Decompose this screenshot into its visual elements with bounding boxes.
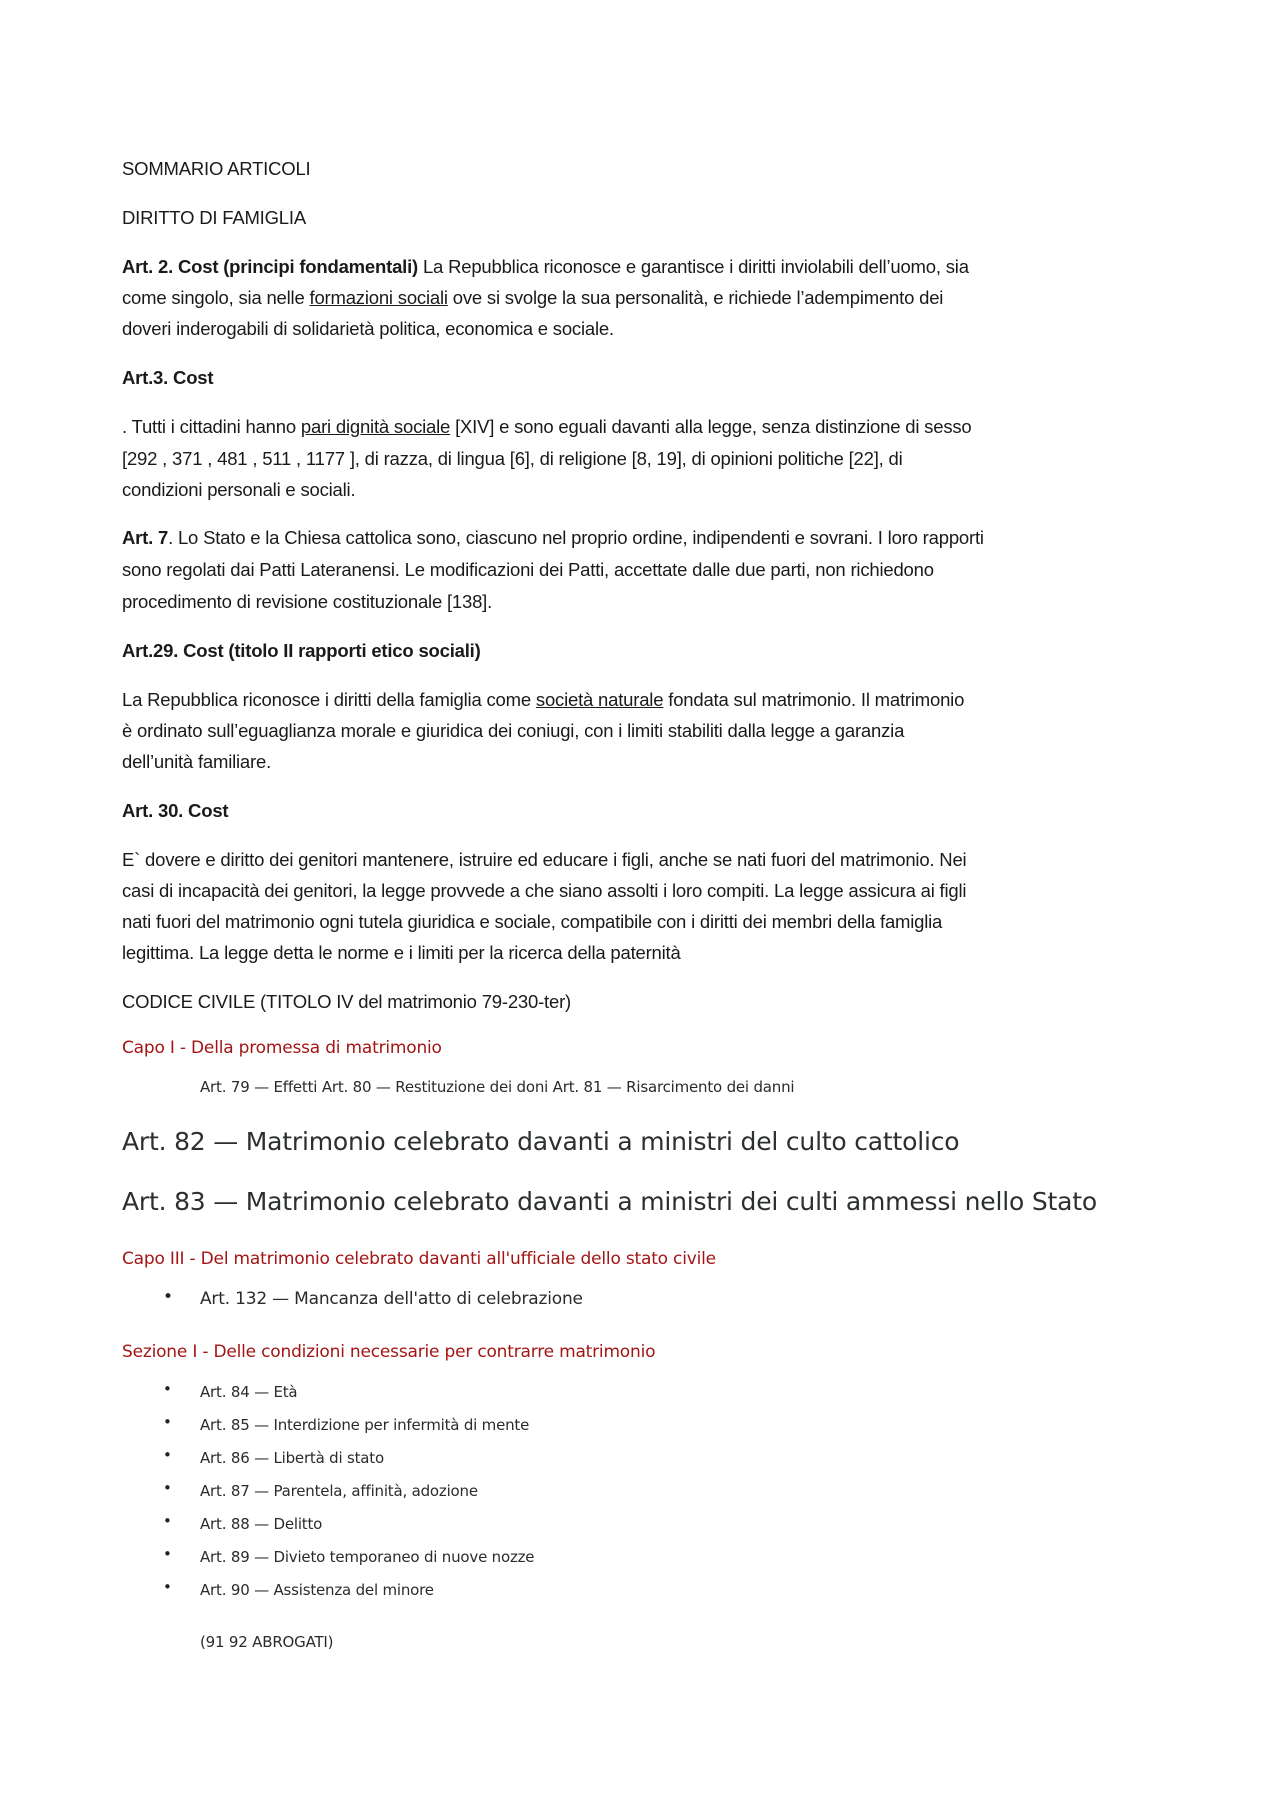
art3-line: [292 , 371 , 481 , 511 , 1177 ], di razza, di lingua [6], di religione [8, 19], di opinioni politiche [22], di bbox=[122, 448, 903, 469]
list-item: Art. 86 — Libertà di stato bbox=[200, 1449, 384, 1467]
art3-line bbox=[122, 415, 972, 439]
text: ove si svolge la sua personalità, e richiede l’adempimento dei bbox=[447, 287, 944, 308]
text: La Repubblica riconosce i diritti della famiglia come bbox=[122, 689, 536, 710]
list-item: Art. 89 — Divieto temporaneo di nuove nozze bbox=[200, 1548, 535, 1566]
text: [XIV] e sono eguali davanti alla legge, senza distinzione di sesso bbox=[450, 416, 972, 437]
list-item: Art. 85 — Interdizione per infermità di mente bbox=[200, 1416, 530, 1434]
link-pari-dignita-sociale[interactable]: pari dignità sociale bbox=[300, 416, 451, 437]
link-formazioni-sociali[interactable]: formazioni sociali bbox=[309, 287, 448, 308]
bullet-icon: • bbox=[163, 1446, 172, 1464]
art3-heading: Art.3. Cost bbox=[122, 367, 214, 388]
art2-line bbox=[122, 286, 943, 310]
capo1-items: Art. 79 — Effetti Art. 80 — Restituzione dei doni Art. 81 — Risarcimento dei danni bbox=[200, 1078, 795, 1096]
text: La Repubblica riconosce e garantisce i diritti inviolabili dell’uomo, sia bbox=[418, 256, 969, 277]
bullet-icon: • bbox=[163, 1578, 172, 1596]
art7-line: procedimento di revisione costituzionale [138]. bbox=[122, 591, 493, 612]
text: come singolo, sia nelle bbox=[122, 287, 310, 308]
art7-line bbox=[122, 526, 984, 550]
art30-heading: Art. 30. Cost bbox=[122, 800, 229, 821]
art30-line: E` dovere e diritto dei genitori mantenere, istruire ed educare i figli, anche se nati fuori del matrimonio. Nei bbox=[122, 849, 967, 870]
art29-line: è ordinato sull’eguaglianza morale e giuridica dei coniugi, con i limiti stabiliti dalla legge a garanzia bbox=[122, 720, 905, 741]
capo1-heading: Capo I - Della promessa di matrimonio bbox=[122, 1038, 442, 1058]
abrogati-note: (91 92 ABROGATI) bbox=[200, 1633, 334, 1651]
art30-line: casi di incapacità dei genitori, la legge provvede a che siano assolti i loro compiti. La legge assicura ai figli bbox=[122, 880, 967, 901]
capo3-heading: Capo III - Del matrimonio celebrato davanti all'ufficiale dello stato civile bbox=[122, 1249, 716, 1269]
bullet-icon: • bbox=[163, 1512, 172, 1530]
list-item: Art. 88 — Delitto bbox=[200, 1515, 323, 1533]
art29-heading: Art.29. Cost (titolo II rapporti etico sociali) bbox=[122, 640, 481, 661]
art82-heading: Art. 82 — Matrimonio celebrato davanti a ministri del culto cattolico bbox=[122, 1127, 960, 1156]
text: fondata sul matrimonio. Il matrimonio bbox=[663, 689, 965, 710]
section-title: DIRITTO DI FAMIGLIA bbox=[122, 207, 306, 228]
list-item: Art. 84 — Età bbox=[200, 1383, 298, 1401]
list-item: Art. 87 — Parentela, affinità, adozione bbox=[200, 1482, 478, 1500]
bullet-icon: • bbox=[163, 1380, 172, 1398]
text: . Lo Stato e la Chiesa cattolica sono, ciascuno nel proprio ordine, indipendenti e sovrani. I loro rapporti bbox=[168, 527, 984, 548]
art29-line bbox=[122, 688, 964, 712]
art7-heading: Art. 7 bbox=[122, 527, 169, 548]
list-item: Art. 132 — Mancanza dell'atto di celebrazione bbox=[200, 1289, 583, 1309]
link-societa-naturale[interactable]: società naturale bbox=[535, 689, 664, 710]
bullet-icon: • bbox=[163, 1545, 172, 1563]
art83-heading: Art. 83 — Matrimonio celebrato davanti a ministri dei culti ammessi nello Stato bbox=[122, 1187, 1097, 1216]
codice-civile-heading: CODICE CIVILE (TITOLO IV del matrimonio 79-230-ter) bbox=[122, 991, 572, 1012]
art2-heading: Art. 2. Cost (principi fondamentali) bbox=[122, 256, 419, 277]
list-item: Art. 90 — Assistenza del minore bbox=[200, 1581, 434, 1599]
sezione1-heading: Sezione I - Delle condizioni necessarie per contrarre matrimonio bbox=[122, 1342, 656, 1362]
art30-line: legittima. La legge detta le norme e i limiti per la ricerca della paternità bbox=[122, 942, 681, 963]
bullet-icon: • bbox=[163, 1479, 172, 1497]
bullet-icon: • bbox=[163, 1287, 174, 1307]
bullet-icon: • bbox=[163, 1413, 172, 1431]
art7-line: sono regolati dai Patti Lateranensi. Le modificazioni dei Patti, accettate dalle due parti, non richiedono bbox=[122, 559, 934, 580]
art30-line: nati fuori del matrimonio ogni tutela giuridica e sociale, compatibile con i diritti dei membri della famiglia bbox=[122, 911, 943, 932]
art29-line: dell’unità familiare. bbox=[122, 751, 272, 772]
art2-line: doveri inderogabili di solidarietà politica, economica e sociale. bbox=[122, 318, 614, 339]
art2-line bbox=[122, 255, 969, 279]
text: . Tutti i cittadini hanno bbox=[122, 416, 301, 437]
document-title: SOMMARIO ARTICOLI bbox=[122, 158, 311, 179]
art3-line: condizioni personali e sociali. bbox=[122, 479, 356, 500]
